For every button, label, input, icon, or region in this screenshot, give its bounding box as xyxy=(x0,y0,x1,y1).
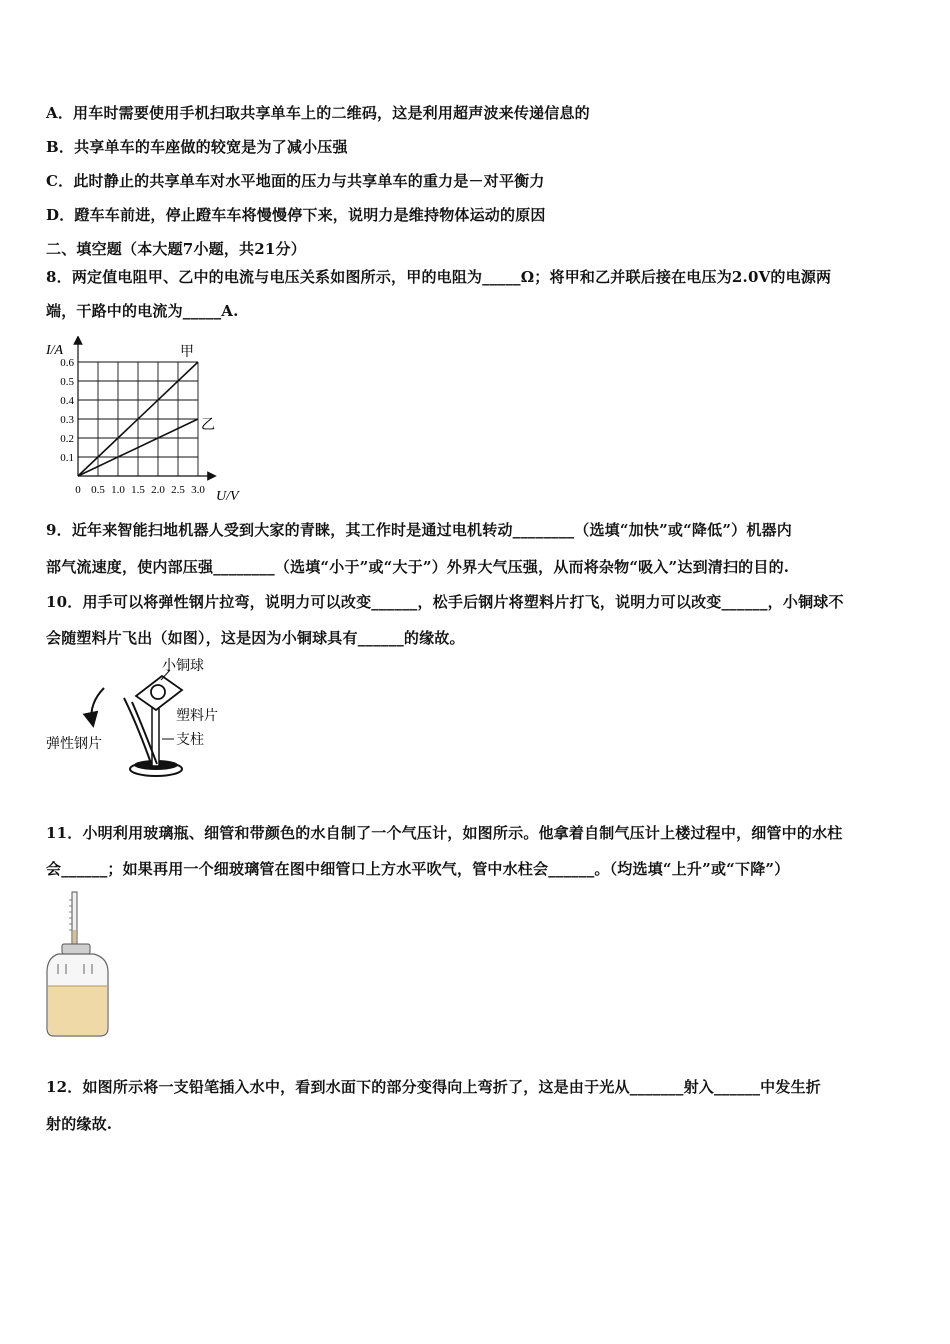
q12-line1: 12．如图所示将一支铅笔插入水中，看到水面下的部分变得向上弯折了，这是由于光从_______射入______中发生折 xyxy=(46,1078,821,1096)
y-tick-label: 0.2 xyxy=(60,433,74,445)
series-label-1: 甲 xyxy=(180,345,194,360)
y-tick-label: 0.3 xyxy=(60,414,74,426)
q11-line1: 11．小明利用玻璃瓶、细管和带颜色的水自制了一个气压计，如图所示。他拿着自制气压计上楼过程中，细管中的水柱 xyxy=(46,824,843,842)
y-tick-label: 0.6 xyxy=(60,357,74,369)
label-copper-ball: 小铜球 xyxy=(162,659,204,674)
q10-figure xyxy=(44,658,224,783)
bottle-cap xyxy=(62,944,90,954)
option-d: D．蹬车车前进，停止蹬车车将慢慢停下来，说明力是维持物体运动的原因 xyxy=(46,206,546,224)
steel-plate-diagram xyxy=(44,658,224,783)
option-b: B．共享单车的车座做的较宽是为了减小压强 xyxy=(46,138,348,156)
q8-line2: 端，干路中的电流为_____A. xyxy=(46,302,239,320)
x-tick-label: 0 xyxy=(75,484,81,496)
q9-line2: 部气流速度，使内部压强________（选填“小于”或“大于”）外界大气压强，从而将杂物“吸入”达到清扫的目的. xyxy=(46,558,790,576)
series-layer xyxy=(78,344,215,476)
label-plastic-sheet: 塑料片 xyxy=(176,709,218,724)
bend-arrow xyxy=(92,688,105,720)
y-tick-label: 0.4 xyxy=(60,395,74,407)
option-c: C．此时静止的共享单车对水平地面的压力与共享单车的重力是－对平衡力 xyxy=(46,172,545,190)
label-steel-plate: 弹性钢片 xyxy=(46,737,102,752)
x-tick-label: 3.0 xyxy=(191,484,205,496)
bottle-water xyxy=(48,986,107,1035)
section-heading: 二、填空题（本大题7小题，共21分） xyxy=(46,240,306,258)
series-label-2: 乙 xyxy=(201,418,215,433)
iv-chart xyxy=(40,336,240,504)
y-tick-label: 0.5 xyxy=(60,376,74,388)
x-axis-label: U/V xyxy=(216,489,239,504)
x-tick-label: 2.5 xyxy=(171,484,185,496)
barometer-bottle xyxy=(44,890,114,1040)
support-post xyxy=(152,708,159,766)
y-axis-label: I/A xyxy=(46,343,64,358)
q11-line2: 会______；如果再用一个细玻璃管在图中细管口上方水平吹气，管中水柱会______。（均选填“上升”或“下降”） xyxy=(46,860,790,878)
option-a: A．用车时需要使用手机扫取共享单车上的二维码，这是利用超声波来传递信息的 xyxy=(46,104,590,122)
steel-plate-outer xyxy=(124,698,152,766)
x-tick-label: 0.5 xyxy=(91,484,105,496)
q12-line2: 射的缘故. xyxy=(46,1115,113,1133)
q10-line1: 10．用手可以将弹性钢片拉弯，说明力可以改变______，松手后钢片将塑料片打飞，说明力可以改变______，小铜球不 xyxy=(46,593,844,611)
x-tick-label: 2.0 xyxy=(151,484,165,496)
x-tick-label: 1.5 xyxy=(131,484,145,496)
q8-line1: 8．两定值电阻甲、乙中的电流与电压关系如图所示，甲的电阻为_____Ω；将甲和乙并联后接在电压为2.0V的电源两 xyxy=(46,268,832,286)
y-tick-label: 0.1 xyxy=(60,452,74,464)
q9-line1: 9．近年来智能扫地机器人受到大家的青睐，其工作时是通过电机转动________（选填“加快”或“降低”）机器内 xyxy=(46,521,792,539)
q11-figure xyxy=(44,890,114,1040)
q10-line2: 会随塑料片飞出（如图），这是因为小铜球具有______的缘故。 xyxy=(46,629,465,647)
x-tick-label: 1.0 xyxy=(111,484,125,496)
label-support-post: 支柱 xyxy=(176,733,204,748)
q8-graph xyxy=(40,336,240,504)
copper-ball xyxy=(151,685,165,699)
